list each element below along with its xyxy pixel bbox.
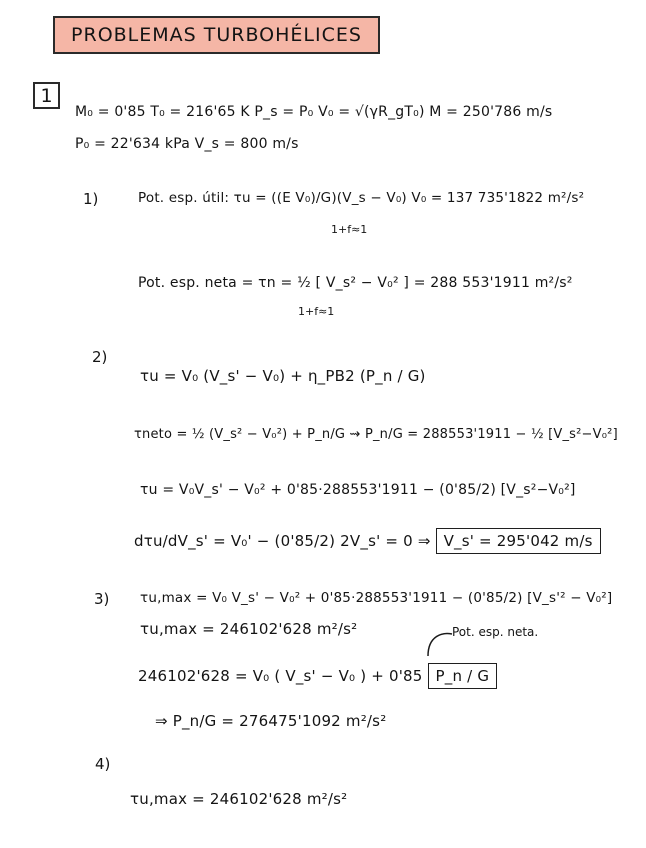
- s3-eq3-text: 246102'628 = V₀ ( V_s' − V₀ ) + 0'85: [138, 667, 423, 685]
- givens-row-2: P₀ = 22'634 kPa V_s = 800 m/s: [75, 136, 299, 152]
- s1-net-power-equation: Pot. esp. neta = τn = ½ [ V_s² − V₀² ] = 288 553'1911 m²/s²: [138, 275, 573, 291]
- s3-equation-4: ⇒ P_n/G = 276475'1092 m²/s²: [155, 712, 387, 730]
- givens-row-1: M₀ = 0'85 T₀ = 216'65 K P_s = P₀ V₀ = √(γR_gT₀) M = 250'786 m/s: [75, 104, 553, 120]
- s1-util-power-equation: Pot. esp. útil: τu = ((E V₀)/G)(V_s − V₀) V₀ = 137 735'1822 m²/s²: [138, 190, 585, 206]
- s2-result-box: V_s' = 295'042 m/s: [436, 528, 601, 554]
- page-title: PROBLEMAS TURBOHÉLICES: [53, 16, 380, 54]
- s1-net-note: 1+f≈1: [298, 305, 335, 318]
- s4-equation-1: τu,max = 246102'628 m²/s²: [130, 790, 348, 808]
- section-1-label: 1): [83, 190, 99, 208]
- s2-derivative: dτu/dV_s' = V₀' − (0'85/2) 2V_s' = 0 ⇒: [134, 532, 431, 550]
- s3-equation-2: τu,max = 246102'628 m²/s²: [140, 620, 358, 638]
- s3-equation-3: [138, 667, 497, 685]
- s2-equation-4: [134, 532, 601, 550]
- s3-annotation: Pot. esp. neta.: [452, 625, 539, 639]
- s1-util-note: 1+f≈1: [331, 223, 368, 236]
- problem-number: 1: [33, 82, 60, 109]
- section-2-label: 2): [92, 348, 108, 366]
- section-3-label: 3): [94, 590, 110, 608]
- s2-equation-3: τu = V₀V_s' − V₀² + 0'85·288553'1911 − (0'85/2) [V_s²−V₀²]: [140, 482, 576, 498]
- section-4-label: 4): [95, 755, 111, 773]
- s3-equation-1: τu,max = V₀ V_s' − V₀² + 0'85·288553'1911 − (0'85/2) [V_s'² − V₀²]: [140, 590, 613, 606]
- s2-equation-1: τu = V₀ (V_s' − V₀) + η_PB2 (P_n / G): [140, 367, 426, 385]
- s2-equation-2: τneto = ½ (V_s² − V₀²) + P_n/G ⇝ P_n/G = 288553'1911 − ½ [V_s²−V₀²]: [134, 427, 618, 442]
- s3-boxed-term: P_n / G: [428, 663, 498, 689]
